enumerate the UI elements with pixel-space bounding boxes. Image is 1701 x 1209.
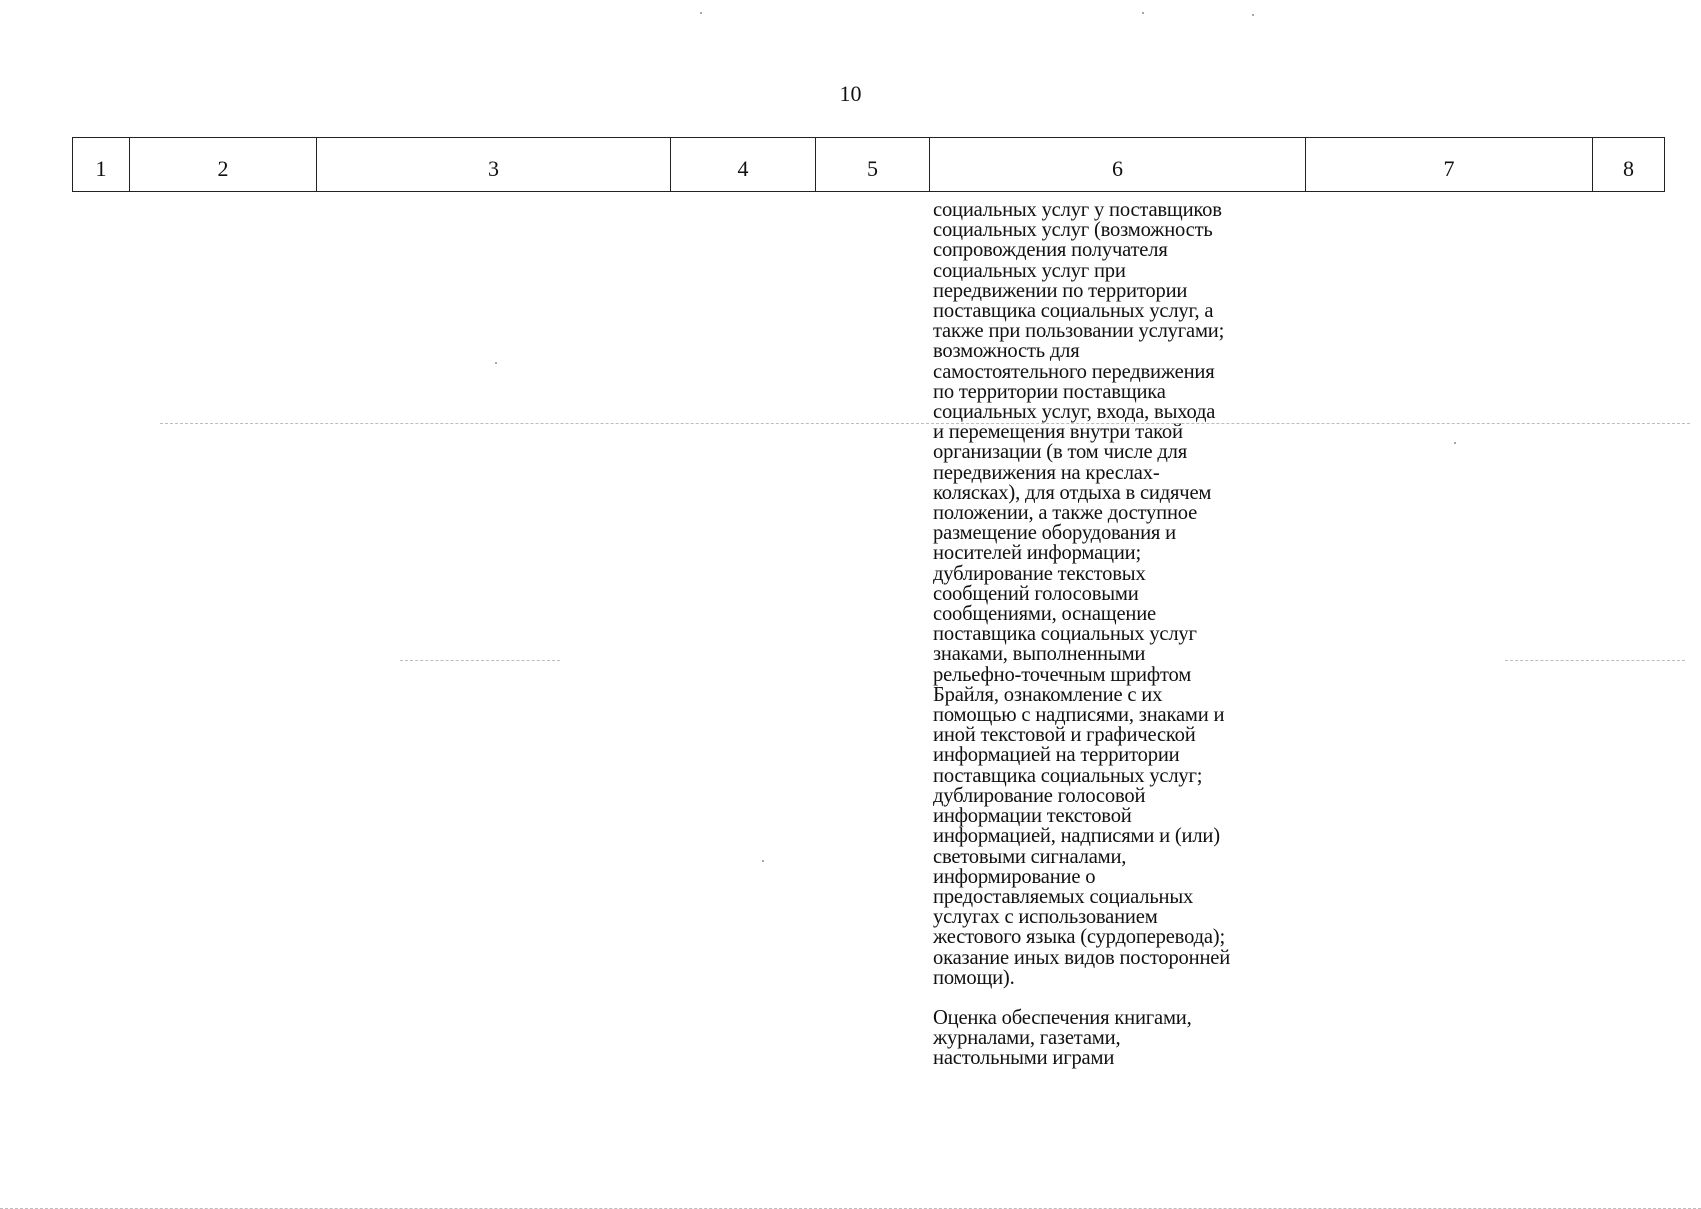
text-line: поставщика социальных услуг, а bbox=[933, 300, 1214, 323]
text-line: социальных услуг при bbox=[933, 259, 1126, 282]
paragraph-gap bbox=[933, 988, 1303, 1008]
scan-artifact-line bbox=[400, 660, 560, 661]
text-line: и перемещения внутри такой bbox=[933, 421, 1183, 444]
scan-speck bbox=[1252, 14, 1254, 16]
text-line: социальных услуг (возможность bbox=[933, 219, 1213, 242]
text-line: световыми сигналами, bbox=[933, 845, 1127, 868]
text-line: размещение оборудования и bbox=[933, 522, 1176, 545]
accessibility-paragraph bbox=[933, 200, 1303, 988]
scan-speck bbox=[700, 12, 702, 14]
books-evaluation-paragraph bbox=[933, 1008, 1303, 1069]
text-line: положении, а также доступное bbox=[933, 502, 1198, 525]
text-line: самостоятельного передвижения bbox=[933, 360, 1215, 383]
text-line: журналами, газетами, bbox=[933, 1027, 1121, 1050]
scan-speck bbox=[762, 860, 764, 862]
text-line: настольными играми bbox=[933, 1047, 1115, 1070]
header-cell-1: 1 bbox=[73, 138, 130, 192]
text-line: знаками, выполненными bbox=[933, 643, 1146, 666]
text-line: услугах с использованием bbox=[933, 906, 1158, 929]
text-line: сообщениями, оснащение bbox=[933, 603, 1156, 626]
header-cell-5: 5 bbox=[816, 138, 930, 192]
header-cell-7: 7 bbox=[1306, 138, 1593, 192]
header-cell-3: 3 bbox=[317, 138, 671, 192]
text-line: поставщика социальных услуг bbox=[933, 623, 1197, 646]
header-cell-6: 6 bbox=[930, 138, 1306, 192]
scan-speck bbox=[495, 362, 497, 364]
text-line: помощью с надписями, знаками и bbox=[933, 704, 1225, 727]
column-6-cell-text bbox=[933, 200, 1303, 1069]
text-line: сообщений голосовыми bbox=[933, 582, 1139, 605]
text-line: поставщика социальных услуг; bbox=[933, 764, 1203, 787]
text-line: носителей информации; bbox=[933, 542, 1142, 565]
text-line: организации (в том числе для bbox=[933, 441, 1187, 464]
text-line: Брайля, ознакомление с их bbox=[933, 683, 1163, 706]
text-line: дублирование текстовых bbox=[933, 562, 1146, 585]
header-row bbox=[73, 138, 1665, 192]
text-line: передвижения на креслах- bbox=[933, 461, 1160, 484]
text-line: социальных услуг у поставщиков bbox=[933, 199, 1222, 221]
text-line: помощи). bbox=[933, 966, 1015, 989]
text-line: возможность для bbox=[933, 340, 1080, 363]
text-line: передвижении по территории bbox=[933, 279, 1188, 302]
text-line: колясках), для отдыха в сидячем bbox=[933, 481, 1212, 504]
text-line: предоставляемых социальных bbox=[933, 885, 1194, 908]
scan-speck bbox=[1142, 12, 1144, 14]
text-line: жестового языка (сурдоперевода); bbox=[933, 926, 1225, 949]
text-line: дублирование голосовой bbox=[933, 784, 1146, 807]
scan-artifact-line bbox=[1505, 660, 1685, 661]
text-line: Оценка обеспечения книгами, bbox=[933, 1006, 1192, 1029]
text-line: социальных услуг, входа, выхода bbox=[933, 401, 1216, 424]
page-number: 10 bbox=[839, 81, 862, 106]
text-line: также при пользовании услугами; bbox=[933, 320, 1225, 343]
scan-speck bbox=[1454, 442, 1456, 444]
header-cell-2: 2 bbox=[130, 138, 317, 192]
text-line: рельефно-точечным шрифтом bbox=[933, 663, 1192, 686]
text-line: информирование о bbox=[933, 865, 1096, 888]
text-line: сопровождения получателя bbox=[933, 239, 1168, 262]
text-line: иной текстовой и графической bbox=[933, 724, 1196, 747]
text-line: оказание иных видов посторонней bbox=[933, 946, 1231, 969]
text-line: информацией, надписями и (или) bbox=[933, 825, 1220, 848]
header-cell-4: 4 bbox=[671, 138, 816, 192]
header-cell-8: 8 bbox=[1593, 138, 1665, 192]
column-number-header bbox=[72, 137, 1665, 192]
text-line: информацией на территории bbox=[933, 744, 1180, 767]
text-line: по территории поставщика bbox=[933, 380, 1166, 403]
text-line: информации текстовой bbox=[933, 805, 1132, 828]
scan-artifact-line bbox=[160, 423, 1690, 424]
